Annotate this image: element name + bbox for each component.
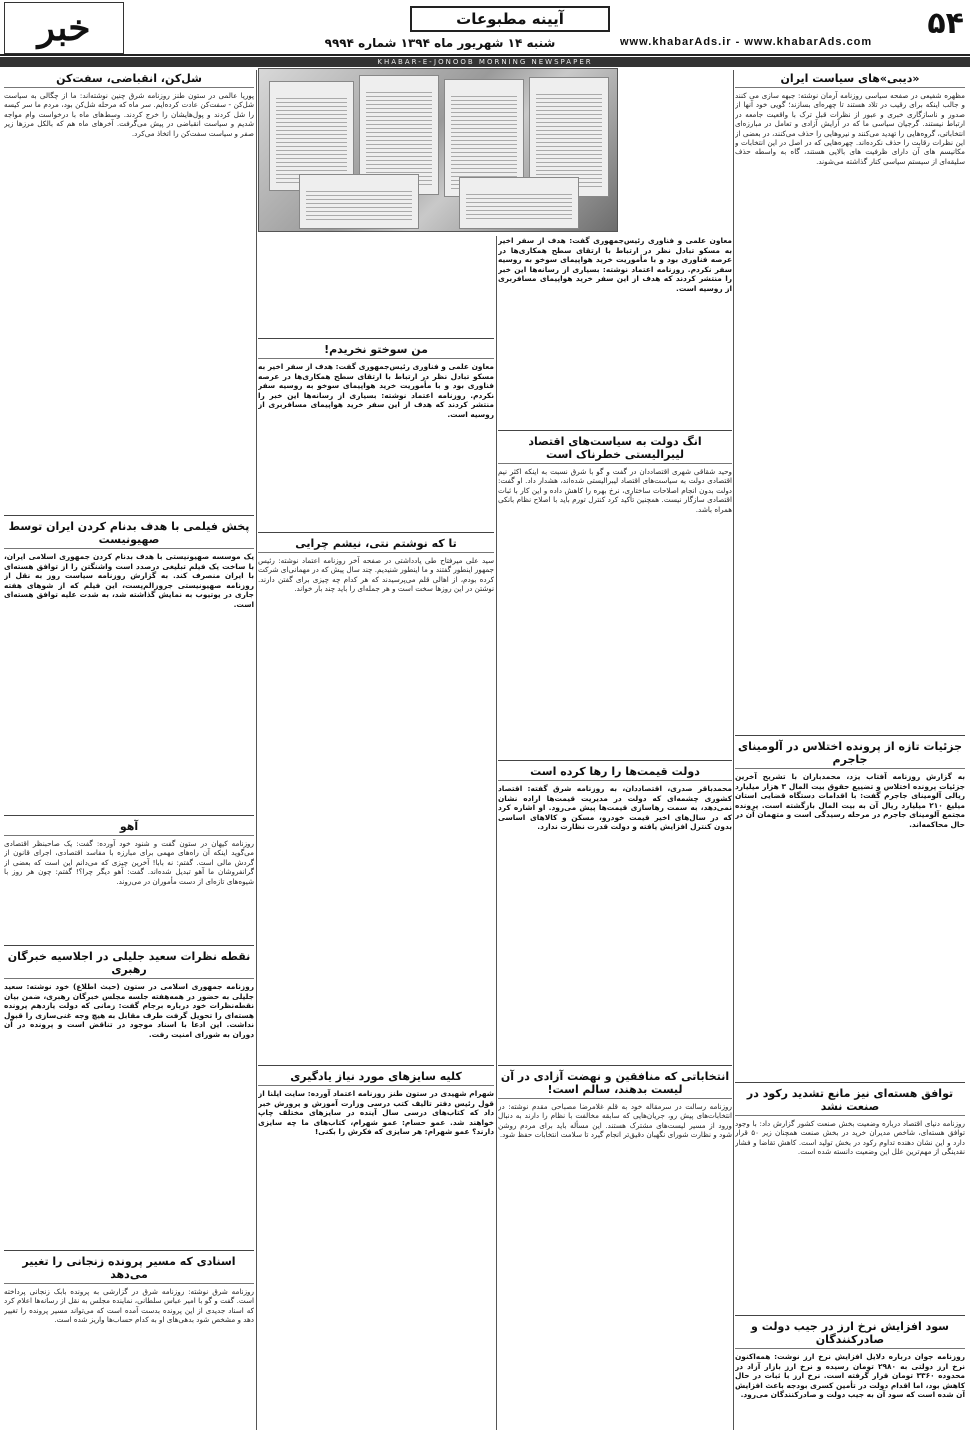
article-box: [735, 1082, 965, 1312]
article-box: [258, 532, 494, 1060]
article-body: محمدباقر صدری، اقتصاددان، به روزنامه شرق گفته: اقتصاد کشوری چشمه‌ای که دولت در مدیریت قیمت‌ها اراده نشان نمی‌دهد، به سمت رهاسازی قیمت‌ها پیش می‌رود. او اشاره کرد که در سال‌های اخیر قیمت خودرو، مسکن و کالاهای اساسی بدون کنترل افزایش یافته و دولت قدرت نظارت ندارد.: [498, 784, 732, 832]
article-body: مظهره شفیعی در صفحه سیاسی روزنامه آرمان نوشته: جبهه سازی می کنند و جالب اینکه برای رقیب در تلاد هستند تا چهره‌ای بسازند؛ گویی خود آنها از صدور و ناسازگاری خبری و عبور از نظرات قبل ترک با واقعیت جامعه در ارتباط نیستند. گرجیان سیاسی ما که در آرایش آزادی و تعامل در مبارزه‌ای انتخاباتی، گروه‌هایی را تهدید می‌کنند و نیروهایی را حذف می‌کنند، در بعضی از این نظرات رقابت را حذف نکرده‌اند. چهره‌هایی که در اصل در این انتخابات و مکانیسم های آن دارای ظرفیت های بالایی هستند، گاه به واسطه حذف سلیقه‌ای از سیستم سیاسی کنار گذاشته می‌شوند.: [735, 91, 965, 166]
article-body: معاون علمی و فناوری رئیس‌جمهوری گفت: هدف از سفر اخیر به مسکو تبادل نظر در ارتباط با ارتقای سطح همکاری‌ها در عرصه فناوری بود و با مأموریت خرید هواپیمای سوخو به روسیه سفر نکردم. روزنامه اعتماد نوشته: بسیاری از رسانه‌ها این خبر را منتشر کردند که هدف از این سفر خرید هواپیمای مسافربری از روسیه است.: [498, 236, 732, 293]
article-title: کلیه سایزهای مورد نیاز یادگیری: [258, 1070, 494, 1086]
article-box: [4, 815, 254, 940]
article-title: پخش فیلمی با هدف بدنام کردن ایران توسط صهیونیست: [4, 520, 254, 549]
article-title: دولت قیمت‌ها را رها کرده است: [498, 765, 732, 781]
masthead: [0, 0, 970, 56]
article-body: معاون علمی و فناوری رئیس‌جمهوری گفت: هدف از سفر اخیر به مسکو تبادل نظر در ارتباط با ارتقای سطح همکاری‌ها در عرصه فناوری بود و با مأموریت خرید هواپیمای سوخو به روسیه سفر نکردم. روزنامه اعتماد نوشته: بسیاری از رسانه‌ها این خبر را منتشر کردند که هدف از این سفر خرید هواپیمای مسافربری از روسیه است.: [258, 362, 494, 419]
article-title: انگ دولت به سیاست‌های اقتصاد لیبرالیستی خطرناک است: [498, 435, 732, 464]
article-title: آهو: [4, 820, 254, 836]
article-box: [498, 430, 732, 755]
article-body: وحید شقاقی شهری اقتصاددان در گفت و گو با شرق نسبت به اینکه اکثر نیم اقتصادی دولت به سیاست‌های اقتصاد لیبرالیستی شده‌اند، هشدار داد. او گفت: دولت بدون انجام اصلاحات ساختاری، نرخ بهره را کاهش داده و این کار با ثبات اقتصادی سازگار نیست. همچنین تأکید کرد کنترل تورم باید با اصلاح نظام بانکی همراه باشد.: [498, 467, 732, 514]
article-title: اسنادی که مسیر پرونده زنجانی را تغییر می‌دهد: [4, 1255, 254, 1284]
article-body: روزنامه کیهان در ستون گفت و شنود خود آورده: گفت: یک صاحبنظر اقتصادی می‌گوید اینکه آن راه‌های مهمی برای مبارزه با مفاسد اقتصادی، اجرای قانون از گردش مالی است. گفتم: نه بابا! آخرین چیزی که می‌دانم این است که بعضی از گرانفروشان ما آهو تبدیل شده‌اند. گفت: آهو دیگر چرا؟! گفتم: چون هر روز با شیوه‌های تازه‌ای از دست مأموران در می‌روند.: [4, 839, 254, 886]
article-title: تا که نوشتم نتی، نیشم چرایی: [258, 537, 494, 553]
article-box: [498, 1065, 732, 1430]
section-title: آیینه مطبوعات: [410, 6, 610, 32]
article-title: جزئیات تازه از پرونده اختلاس در آلومینای جاجرم: [735, 740, 965, 769]
column-divider: [733, 70, 734, 1430]
article-box: [4, 1250, 254, 1430]
article-column-right-top: [735, 70, 965, 730]
column-divider: [256, 70, 257, 1430]
article-title: توافق هسته‌ای نیز مانع تشدید رکود در صنعت نشد: [735, 1087, 965, 1116]
article-title: شل‌کن، انقباضی، سفت‌کن: [4, 72, 254, 88]
newspaper-image: [299, 174, 419, 229]
page-number: ۵۴: [927, 6, 964, 41]
article-box: [258, 1065, 494, 1430]
article-body: روزنامه جوان درباره دلایل افزایش نرخ ارز نوشت: همه‌اکنون نرخ ارز دولتی به ۲۹۸۰ تومان رسیده و نرخ ارز بازار آزاد در محدوده ۳۳۶۰ تومان قرار گرفته است. نرخ ارز با ثبات در حال کاهش بود، اما اقدام دولت در تأمین کسری بودجه باعث افزایش آن شده است که سود آن به جیب دولت و صادرکنندگان می‌رود.: [735, 1352, 965, 1400]
article-title: «دیبی»های سیاست ایران: [735, 72, 965, 88]
article-title: سود افزایش نرخ ارز در جیب دولت و صادرکنندگان: [735, 1320, 965, 1349]
article-box: [4, 515, 254, 810]
website-url[interactable]: www.khabarAds.ir - www.khabarAds.com: [620, 36, 873, 48]
article-body: روزنامه رسالت در سرمقاله خود به قلم غلامرضا مصباحی مقدم نوشته: در انتخابات‌های پیش رو، جریان‌هایی که سابقه مخالفت با نظام را دارند به دنبال ورود از مسیر لیست‌های مشترک هستند. این مسأله باید برای مردم روشن شود و نظارت شورای نگهبان دقیق‌تر انجام گیرد تا سلامت انتخابات حفظ شود.: [498, 1102, 732, 1140]
article-body: پوریا عالمی در ستون طنز روزنامه شرق چنین نوشته‌اند: ما از چگالی به سیاست شل‌کن - سفت‌کن عادت کرده‌ایم. سر ماه که مرحله شل‌کن بود، مردم ما سر کیسه را شل کردند و پول‌هایشان را خرج کردند. وسط‌های ماه با درخواست وام مواجه شدیم و سیاست انقباضی در پیش می‌گرفت. آخرهای ماه هم که بالکل مرزها زیر صفر و سیاست سفت‌کن را اتخاذ می‌کرد.: [4, 91, 254, 138]
article-body: روزنامه شرق نوشته: روزنامه شرق در گزارشی به پرونده بابک زنجانی پرداخته است. گفت و گو با امیر عباس سلطانی، نماینده مجلس به نقل از رسانه‌ها اعلام کرد که اسناد جدیدی از این پرونده بدست آمده است که می‌تواند مسیر پرونده را تغییر دهد و مشخص شود بدهی‌های او به کدام حساب‌ها واریز شده است.: [4, 1287, 254, 1325]
article-body: روزنامه دنیای اقتصاد درباره وضعیت بخش صنعت کشور گزارش داد: با وجود توافق هسته‌ای، شاخص مدیران خرید در بخش صنعت همچنان زیر ۵۰ قرار دارد و این نشان دهنده تداوم رکود در بخش تولید است. کاهش تقاضا و فشار نقدینگی از مهم‌ترین علل این وضعیت دانسته شده است.: [735, 1119, 965, 1157]
article-body: سید علی میرفتاح طی یادداشتی در صفحه آخر روزنامه اعتماد نوشته: رئیس جمهور اینطور گفتند و ما اینطور شنیدیم. چند سال پیش که در مهمانی‌ای شرکت کرده بودم، از اهالی قلم می‌پرسیدند که هر کدام چه چیزی برای گفتن دارند. نوشتن در این روزها سخت است و هر جمله‌ای را باید چند بار خواند.: [258, 556, 494, 594]
article-box: [498, 760, 732, 1060]
newspapers-photo: [258, 68, 618, 232]
article-body: به گزارش روزنامه آفتاب یزد، محمدباران با تشریح آخرین جزئیات پرونده اختلاس و تضییع حقوق بیت المال ۳ هزار میلیارد ریالی آلومینای جاجرم گفت: با اقدامات دستگاه قضایی استان میلیغ ۲۱۰ میلیارد ریال آن به بیت المال بازگشته است. پرونده مجتمع آلومینای جاجرم در مرحله رسیدگی است و متهمان آن در حال محاکمه‌اند.: [735, 772, 965, 829]
article-box: [735, 735, 965, 1080]
article-body: یک موسسه صهیونیستی با هدف بدنام کردن جمهوری اسلامی ایران، با ساخت یک فیلم تبلیغی درصدد است واشنگتن را از توافق هسته‌ای با ایران منصرف کند. به گزارش روزنامه سیاست روز به نقل از روزنامه صهیونیستی جروزالم‌پست، این فیلم که از شوهای هفته جاری در یوتیوب به نمایش گذاشته شد، به شدت علیه توافق هسته‌ای است.: [4, 552, 254, 609]
article-body: روزنامه جمهوری اسلامی در ستون (حیث اطلاع) خود نوشته: سعید جلیلی به حضور در همه‌هفته جلسه مجلس خبرگان رهبری، ضمن بیان نقطه‌نظرات خود درباره برجام گفت: زمانی که دولت یازدهم پرونده هسته‌ای را تحویل گرفت طرف مقابل به هیچ وجه غنی‌سازی را قبول نداشت. این ادعا با اسناد موجود در تناقض است و پرونده در آن دوران به شورای امنیت رفت.: [4, 982, 254, 1039]
article-column: [498, 236, 732, 426]
newspaper-logo: خبر: [4, 2, 124, 54]
article-box: [258, 338, 494, 528]
article-title: انتخاباتی که منافقین و نهضت آزادی در آن لیست بدهند، سالم است!: [498, 1070, 732, 1099]
column-divider: [496, 236, 497, 1430]
article-column-left: [4, 70, 254, 510]
article-box: [4, 945, 254, 1245]
newspaper-image: [459, 177, 579, 229]
article-box: [735, 1315, 965, 1430]
article-title: نقطه نظرات سعید جلیلی در اجلاسیه خبرگان رهبری: [4, 950, 254, 979]
masthead-strip: KHABAR-E-JONOOB MORNING NEWSPAPER: [0, 57, 970, 67]
issue-date: شنبه ۱۴ شهریور ماه ۱۳۹۴ شماره ۹۹۹۴: [324, 36, 556, 50]
article-body: شهرام شهیدی در ستون طنز روزنامه اعتماد آورده: سایت ایلنا از قول رئیس دفتر تالیف کتب درسی وزارت آموزش و پرورش خبر داد که کتاب‌های درسی سال آینده در سایزهای مختلف چاپ خواهند شد. عمو حسام: عمو شهرام، کتاب‌های ما چه سایزی دارند؟ عمو شهرام: هر سایزی که فکرش را بکنی!: [258, 1089, 494, 1137]
article-title: من سوختو نخریدم!: [258, 343, 494, 359]
